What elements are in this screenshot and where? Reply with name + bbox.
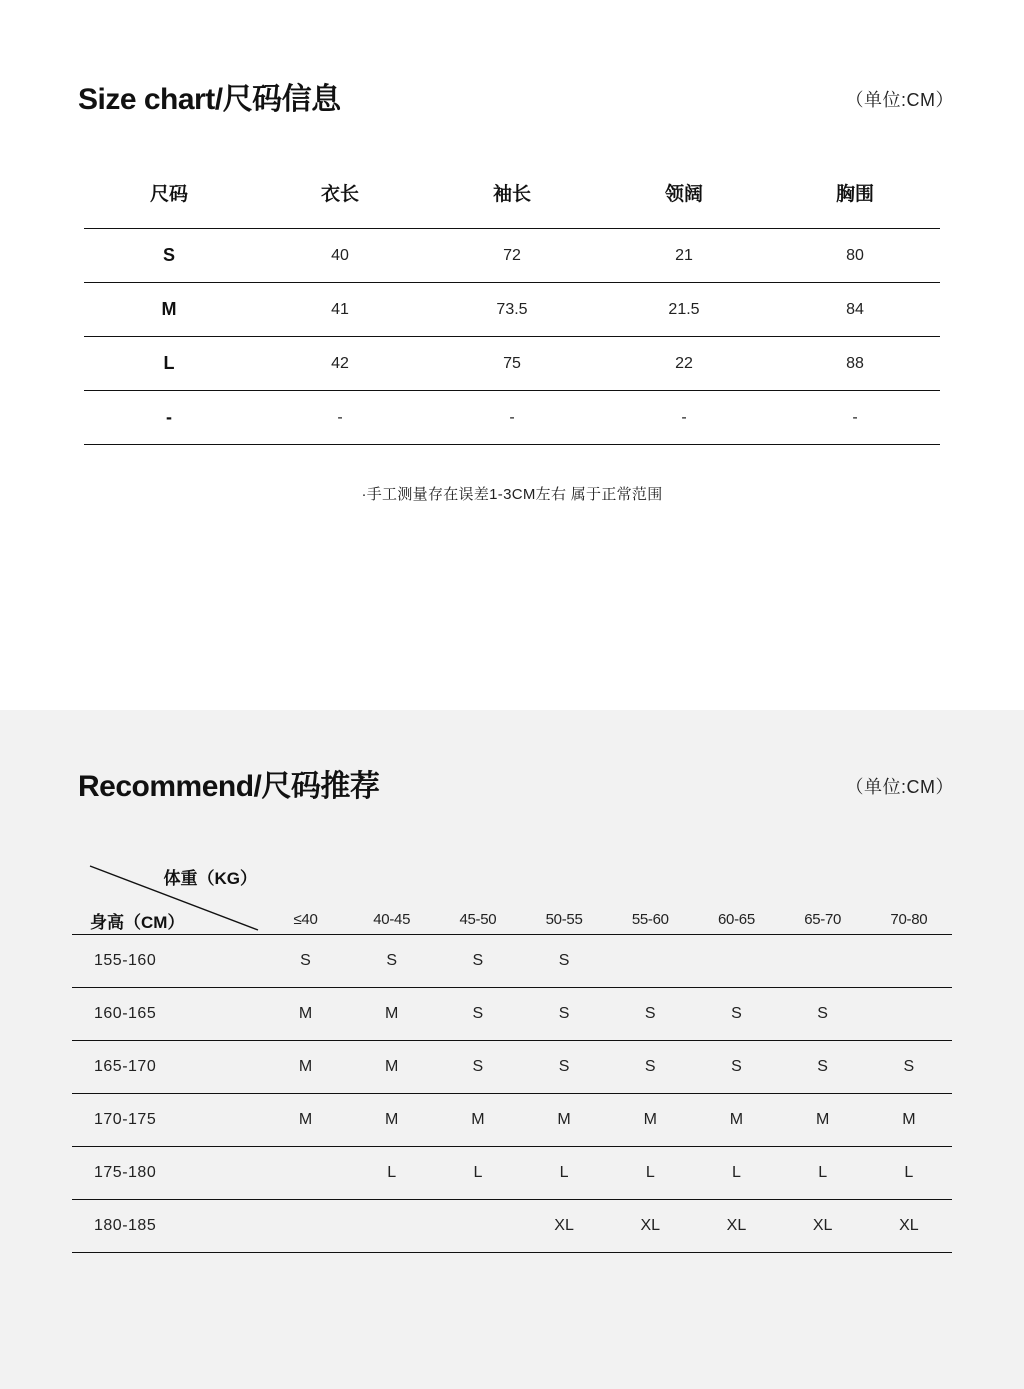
recommend-size-cell: S <box>386 952 398 969</box>
size-cell: M <box>161 299 177 319</box>
size-chart-col-header: 袖长 <box>492 184 531 205</box>
size-cell: 21 <box>675 246 693 264</box>
recommend-size-cell: M <box>729 1111 744 1128</box>
recommend-size-cell: S <box>472 952 484 969</box>
recommend-size-cell: L <box>818 1164 828 1181</box>
recommend-size-cell: XL <box>812 1217 833 1234</box>
size-cell: 88 <box>846 354 864 372</box>
size-cell: - <box>681 408 687 426</box>
recommend-size-cell <box>866 988 952 1041</box>
height-range-cell: 170-175 <box>94 1111 157 1128</box>
measurement-note: ·手工测量存在误差1-3CM左右 属于正常范围 <box>361 486 663 503</box>
weight-col-header: 40-45 <box>373 911 411 928</box>
recommend-size-cell: M <box>815 1111 830 1128</box>
size-chart-title <box>78 85 341 115</box>
weight-col-header: 50-55 <box>545 911 583 928</box>
recommend-size-cell: S <box>817 1058 828 1075</box>
recommend-table <box>72 862 952 1253</box>
recommend-size-cell <box>435 1200 521 1253</box>
size-cell: 73.5 <box>496 300 528 318</box>
weight-col-header: 55-60 <box>631 911 669 928</box>
height-range-cell: 160-165 <box>94 1005 157 1022</box>
recommend-title-separator: / <box>253 770 262 803</box>
table-row <box>72 1041 952 1094</box>
recommend-size-cell: S <box>644 1058 656 1075</box>
recommend-size-cell: L <box>732 1164 741 1181</box>
recommend-size-cell: S <box>731 1058 742 1075</box>
axis-label-weight: 体重（KG） <box>163 869 257 888</box>
recommend-size-cell: S <box>558 952 570 969</box>
recommend-size-cell: S <box>731 1005 742 1022</box>
weight-col-header: ≤40 <box>293 911 318 928</box>
recommend-header-row <box>72 862 952 935</box>
recommend-size-cell: L <box>387 1164 397 1181</box>
table-row <box>84 391 940 445</box>
size-cell: 42 <box>331 354 349 372</box>
size-cell: - <box>166 407 172 427</box>
height-range-cell: 165-170 <box>94 1058 157 1075</box>
size-cell: S <box>162 245 175 265</box>
recommend-size-cell <box>780 935 866 988</box>
recommend-unit-label: （单位:CM） <box>845 777 954 797</box>
recommend-size-cell <box>607 935 693 988</box>
size-cell: 40 <box>331 246 349 264</box>
weight-col-header: 60-65 <box>718 911 755 928</box>
size-cell: L <box>163 353 175 373</box>
recommend-size-cell: L <box>473 1164 483 1181</box>
recommend-size-cell: M <box>385 1005 399 1022</box>
size-cell: 41 <box>331 300 349 318</box>
recommend-size-cell: S <box>472 1005 484 1022</box>
table-row <box>72 935 952 988</box>
size-chart-col-header: 领阔 <box>664 184 703 205</box>
recommend-size-cell <box>693 935 779 988</box>
recommend-size-cell: L <box>904 1164 914 1181</box>
height-range-cell: 155-160 <box>94 952 157 969</box>
size-chart-header-row <box>84 179 940 229</box>
table-row <box>84 337 940 391</box>
table-row <box>72 988 952 1041</box>
recommend-size-cell: M <box>557 1111 571 1128</box>
table-row <box>84 229 940 283</box>
table-row <box>72 1200 952 1253</box>
recommend-title <box>78 772 379 802</box>
recommend-size-cell: M <box>643 1111 657 1128</box>
size-cell: 84 <box>846 300 864 318</box>
axis-corner-cell <box>72 862 262 935</box>
table-row <box>72 1147 952 1200</box>
recommend-size-cell: L <box>645 1164 655 1181</box>
size-cell: - <box>337 408 343 426</box>
recommend-title-zh: 尺码推荐 <box>261 770 380 803</box>
recommend-size-cell: L <box>559 1164 569 1181</box>
recommend-size-cell: S <box>903 1058 915 1075</box>
recommend-size-cell: M <box>298 1005 313 1022</box>
recommend-size-cell: M <box>471 1111 485 1128</box>
size-cell: 22 <box>675 354 693 372</box>
recommend-size-cell <box>262 1147 348 1200</box>
recommend-size-cell: M <box>298 1058 313 1075</box>
recommend-title-en: Recommend <box>78 770 254 803</box>
recommend-size-cell: XL <box>899 1217 919 1234</box>
size-chart-col-header: 胸围 <box>835 184 874 205</box>
recommend-size-cell: S <box>472 1058 484 1075</box>
recommend-size-cell: S <box>300 952 311 969</box>
table-row <box>84 283 940 337</box>
recommend-size-cell: M <box>298 1111 313 1128</box>
size-chart-unit-label: （单位:CM） <box>845 90 954 110</box>
recommend-size-cell <box>262 1200 348 1253</box>
size-chart-title-zh: 尺码信息 <box>222 83 341 116</box>
recommend-size-cell: XL <box>640 1217 661 1234</box>
axis-label-height: 身高（CM） <box>90 913 185 932</box>
recommend-header <box>0 710 1024 802</box>
recommend-size-cell: S <box>644 1005 656 1022</box>
size-chart-title-en: Size chart <box>78 83 215 116</box>
height-range-cell: 180-185 <box>94 1217 157 1234</box>
recommend-size-cell: XL <box>726 1217 747 1234</box>
size-chart-col-header: 尺码 <box>149 184 188 205</box>
recommend-size-cell: M <box>902 1111 916 1128</box>
size-cell: 75 <box>503 354 521 372</box>
weight-col-header: 70-80 <box>890 911 928 928</box>
recommend-size-cell: M <box>385 1111 399 1128</box>
recommend-section <box>0 710 1024 1389</box>
size-cell: 80 <box>846 246 864 264</box>
table-row <box>72 1094 952 1147</box>
size-chart-table <box>84 179 940 445</box>
recommend-size-cell: S <box>817 1005 828 1022</box>
size-cell: - <box>509 408 515 426</box>
recommend-size-cell <box>866 935 952 988</box>
weight-col-header: 45-50 <box>459 911 497 928</box>
recommend-size-cell: XL <box>554 1217 574 1234</box>
size-cell: 21.5 <box>668 300 700 318</box>
size-chart-col-header: 衣长 <box>320 184 359 205</box>
size-cell: - <box>852 408 858 426</box>
recommend-size-cell: S <box>558 1005 570 1022</box>
recommend-size-cell: S <box>558 1058 570 1075</box>
size-cell: 72 <box>503 246 521 264</box>
recommend-size-cell: M <box>385 1058 399 1075</box>
weight-col-header: 65-70 <box>804 911 842 928</box>
height-range-cell: 175-180 <box>94 1164 157 1181</box>
size-chart-title-separator: / <box>214 83 223 116</box>
recommend-size-cell <box>349 1200 435 1253</box>
size-chart-header <box>0 0 1024 115</box>
